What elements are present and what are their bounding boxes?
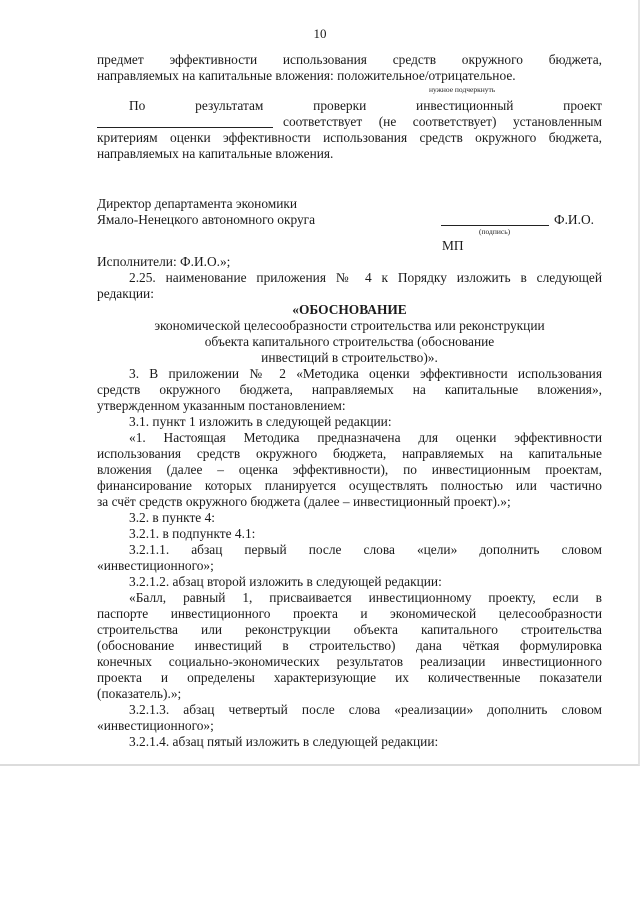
text-line: направляемых на капитальные вложения. xyxy=(97,146,334,161)
signature-title: Ямало-Ненецкого автономного округа xyxy=(97,212,316,227)
text-line: критериям оценки эффективности использования средств окружного бюджета, xyxy=(97,130,602,145)
signature-caption: (подпись) xyxy=(479,227,511,236)
signature-fio: Ф.И.О. xyxy=(554,212,594,227)
text-line: паспорте инвестиционного проекта и экономической целесообразности xyxy=(97,606,602,621)
underline-note: нужное подчеркнуть xyxy=(429,85,496,94)
text-line: 3.2.1.4. абзац пятый изложить в следующей редакции: xyxy=(129,734,439,749)
text-line: 2.25. наименование приложения № 4 к Порядку изложить в следующей xyxy=(129,270,602,285)
text-line: (обоснование инвестиций в строительство) дана чёткая формулировка xyxy=(97,638,602,653)
text-line: за счёт средств окружного бюджета (далее – инвестиционный проект).»; xyxy=(97,494,511,509)
text-line: Исполнители: Ф.И.О.»; xyxy=(97,254,231,269)
text-line: конечных социально-экономических результатов реализации инвестиционного xyxy=(97,654,602,669)
text-line: По результатам проверки инвестиционный проект xyxy=(129,98,602,113)
text-line: 3.1. пункт 1 изложить в следующей редакции: xyxy=(129,414,392,429)
heading-title: «ОБОСНОВАНИЕ xyxy=(292,302,407,317)
signature-line xyxy=(441,225,549,226)
text-line: 3.2.1.3. абзац четвертый после слова «реализации» дополнить словом xyxy=(129,702,602,717)
text-line: (показатель).»; xyxy=(97,686,182,701)
heading-line: экономической целесообразности строительства или реконструкции xyxy=(154,318,545,333)
text-line: средств окружного бюджета, направляемых на капитальные вложения», xyxy=(97,382,602,397)
page-number: 10 xyxy=(313,26,327,41)
text-line: соответствует (не соответствует) установленным xyxy=(283,114,602,129)
text-line: «инвестиционного»; xyxy=(97,718,214,733)
text-line: утвержденном указанным постановлением: xyxy=(97,398,346,413)
heading-line: инвестиций в строительство)». xyxy=(261,350,438,365)
text-line: проекта и определены характеризующие их количественные показатели xyxy=(97,670,602,685)
text-line: использования средств окружного бюджета, направляемых на капитальные xyxy=(97,446,602,461)
blank-line xyxy=(97,127,273,128)
text-line: направляемых на капитальные вложения: положительное/отрицательное. xyxy=(97,68,516,83)
text-line: «1. Настоящая Методика предназначена для оценки эффективности xyxy=(129,430,602,445)
text-line: предмет эффективности использования средств окружного бюджета, xyxy=(97,52,602,67)
text-line: 3.2.1.2. абзац второй изложить в следующей редакции: xyxy=(129,574,442,589)
heading-line: объекта капитального строительства (обоснование xyxy=(204,334,495,349)
signature-title: Директор департамента экономики xyxy=(97,196,298,211)
text-line: финансирование которых планируется осуществлять полностью или частично xyxy=(97,478,602,493)
text-line: «инвестиционного»; xyxy=(97,558,214,573)
text-line: 3.2.1. в подпункте 4.1: xyxy=(129,526,256,541)
text-line: 3.2.1.1. абзац первый после слова «цели» дополнить словом xyxy=(129,542,602,557)
text-line: вложения (далее – оценка эффективности), по инвестиционным проектам, xyxy=(97,462,602,477)
stamp-place: МП xyxy=(442,238,464,253)
text-line: 3. В приложении № 2 «Методика оценки эффективности использования xyxy=(129,366,602,381)
text-line: 3.2. в пункте 4: xyxy=(129,510,216,525)
text-line: строительства или реконструкции объекта капитального строительства xyxy=(97,622,602,637)
text-line: «Балл, равный 1, присваивается инвестиционному проекту, если в xyxy=(129,590,602,605)
text-line: редакции: xyxy=(97,286,154,301)
